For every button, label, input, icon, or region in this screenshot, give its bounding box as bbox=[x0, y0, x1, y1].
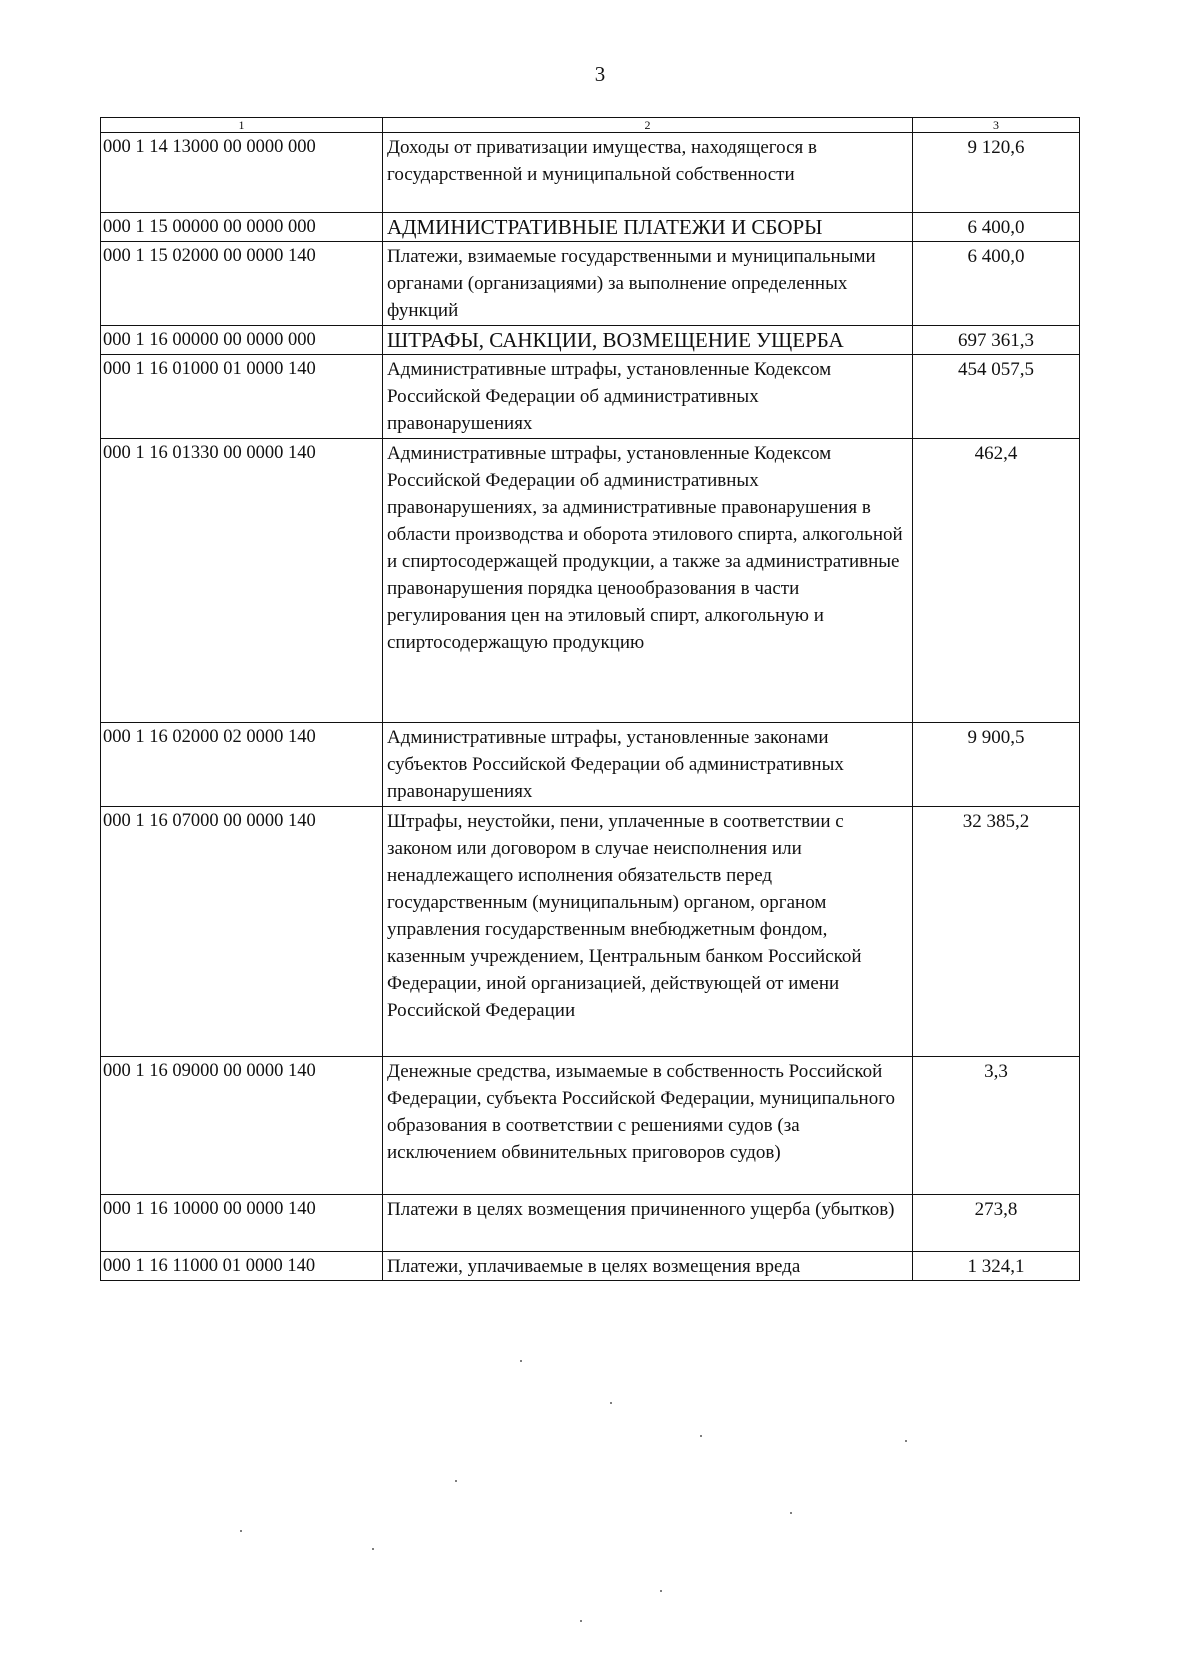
row-description: Доходы от приватизации имущества, находящегося в государственной и муниципальной собственности bbox=[383, 133, 913, 213]
table-row bbox=[101, 355, 1080, 439]
row-description: Штрафы, неустойки, пени, уплаченные в соответствии с законом или договором в случае неисполнения или ненадлежащего исполнения обязательств перед государственным (муниципальным) органом, органом управления государственным внебюджетным фондом, казенным учреждением, Центральным банком Российской Федерации, иной организацией, действующей от имени Российской Федерации bbox=[383, 807, 913, 1057]
row-amount: 454 057,5 bbox=[913, 355, 1080, 439]
row-amount: 9 900,5 bbox=[913, 723, 1080, 807]
table-row bbox=[101, 807, 1080, 1057]
row-code: 000 1 16 09000 00 0000 140 bbox=[101, 1057, 383, 1195]
header-col-1: 1 bbox=[101, 118, 383, 133]
table-row bbox=[101, 242, 1080, 326]
row-description: АДМИНИСТРАТИВНЫЕ ПЛАТЕЖИ И СБОРЫ bbox=[383, 213, 913, 242]
row-code: 000 1 16 11000 01 0000 140 bbox=[101, 1252, 383, 1281]
row-code: 000 1 15 02000 00 0000 140 bbox=[101, 242, 383, 326]
row-description: Платежи в целях возмещения причиненного ущерба (убытков) bbox=[383, 1195, 913, 1252]
row-description: Денежные средства, изымаемые в собственность Российской Федерации, субъекта Российской Федерации, муниципального образования в соответствии с решениями судов (за исключением обвинительных приговоров судов) bbox=[383, 1057, 913, 1195]
row-code: 000 1 16 00000 00 0000 000 bbox=[101, 326, 383, 355]
row-amount: 6 400,0 bbox=[913, 242, 1080, 326]
row-amount: 273,8 bbox=[913, 1195, 1080, 1252]
table-row bbox=[101, 723, 1080, 807]
row-amount: 3,3 bbox=[913, 1057, 1080, 1195]
page-number: 3 bbox=[594, 62, 606, 86]
row-amount: 32 385,2 bbox=[913, 807, 1080, 1057]
row-description: Платежи, уплачиваемые в целях возмещения вреда bbox=[383, 1252, 913, 1281]
row-description: Административные штрафы, установленные Кодексом Российской Федерации об административных правонарушениях bbox=[383, 355, 913, 439]
row-code: 000 1 16 01000 01 0000 140 bbox=[101, 355, 383, 439]
row-amount: 6 400,0 bbox=[913, 213, 1080, 242]
table-row bbox=[101, 213, 1080, 242]
row-description: Платежи, взимаемые государственными и муниципальными органами (организациями) за выполнение определенных функций bbox=[383, 242, 913, 326]
row-amount: 462,4 bbox=[913, 439, 1080, 723]
row-code: 000 1 14 13000 00 0000 000 bbox=[101, 133, 383, 213]
row-description: Административные штрафы, установленные законами субъектов Российской Федерации об административных правонарушениях bbox=[383, 723, 913, 807]
row-code: 000 1 16 01330 00 0000 140 bbox=[101, 439, 383, 723]
row-amount: 1 324,1 bbox=[913, 1252, 1080, 1281]
row-amount: 697 361,3 bbox=[913, 326, 1080, 355]
table-row bbox=[101, 133, 1080, 213]
table-row bbox=[101, 1252, 1080, 1281]
table-row bbox=[101, 326, 1080, 355]
header-col-3: 3 bbox=[913, 118, 1080, 133]
budget-revenue-table bbox=[100, 117, 1080, 1281]
table-row bbox=[101, 439, 1080, 723]
row-description: ШТРАФЫ, САНКЦИИ, ВОЗМЕЩЕНИЕ УЩЕРБА bbox=[383, 326, 913, 355]
row-description: Административные штрафы, установленные Кодексом Российской Федерации об административных правонарушениях, за административные правонарушения в области производства и оборота этилового спирта, алкогольной и спиртосодержащей продукции, а также за административные правонарушения порядка ценообразования в части регулирования цен на этиловый спирт, алкогольную и спиртосодержащую продукцию bbox=[383, 439, 913, 723]
table-row bbox=[101, 1195, 1080, 1252]
header-col-2: 2 bbox=[383, 118, 913, 133]
row-amount: 9 120,6 bbox=[913, 133, 1080, 213]
row-code: 000 1 15 00000 00 0000 000 bbox=[101, 213, 383, 242]
row-code: 000 1 16 10000 00 0000 140 bbox=[101, 1195, 383, 1252]
row-code: 000 1 16 07000 00 0000 140 bbox=[101, 807, 383, 1057]
row-code: 000 1 16 02000 02 0000 140 bbox=[101, 723, 383, 807]
table-header-row bbox=[101, 118, 1080, 133]
table-row bbox=[101, 1057, 1080, 1195]
